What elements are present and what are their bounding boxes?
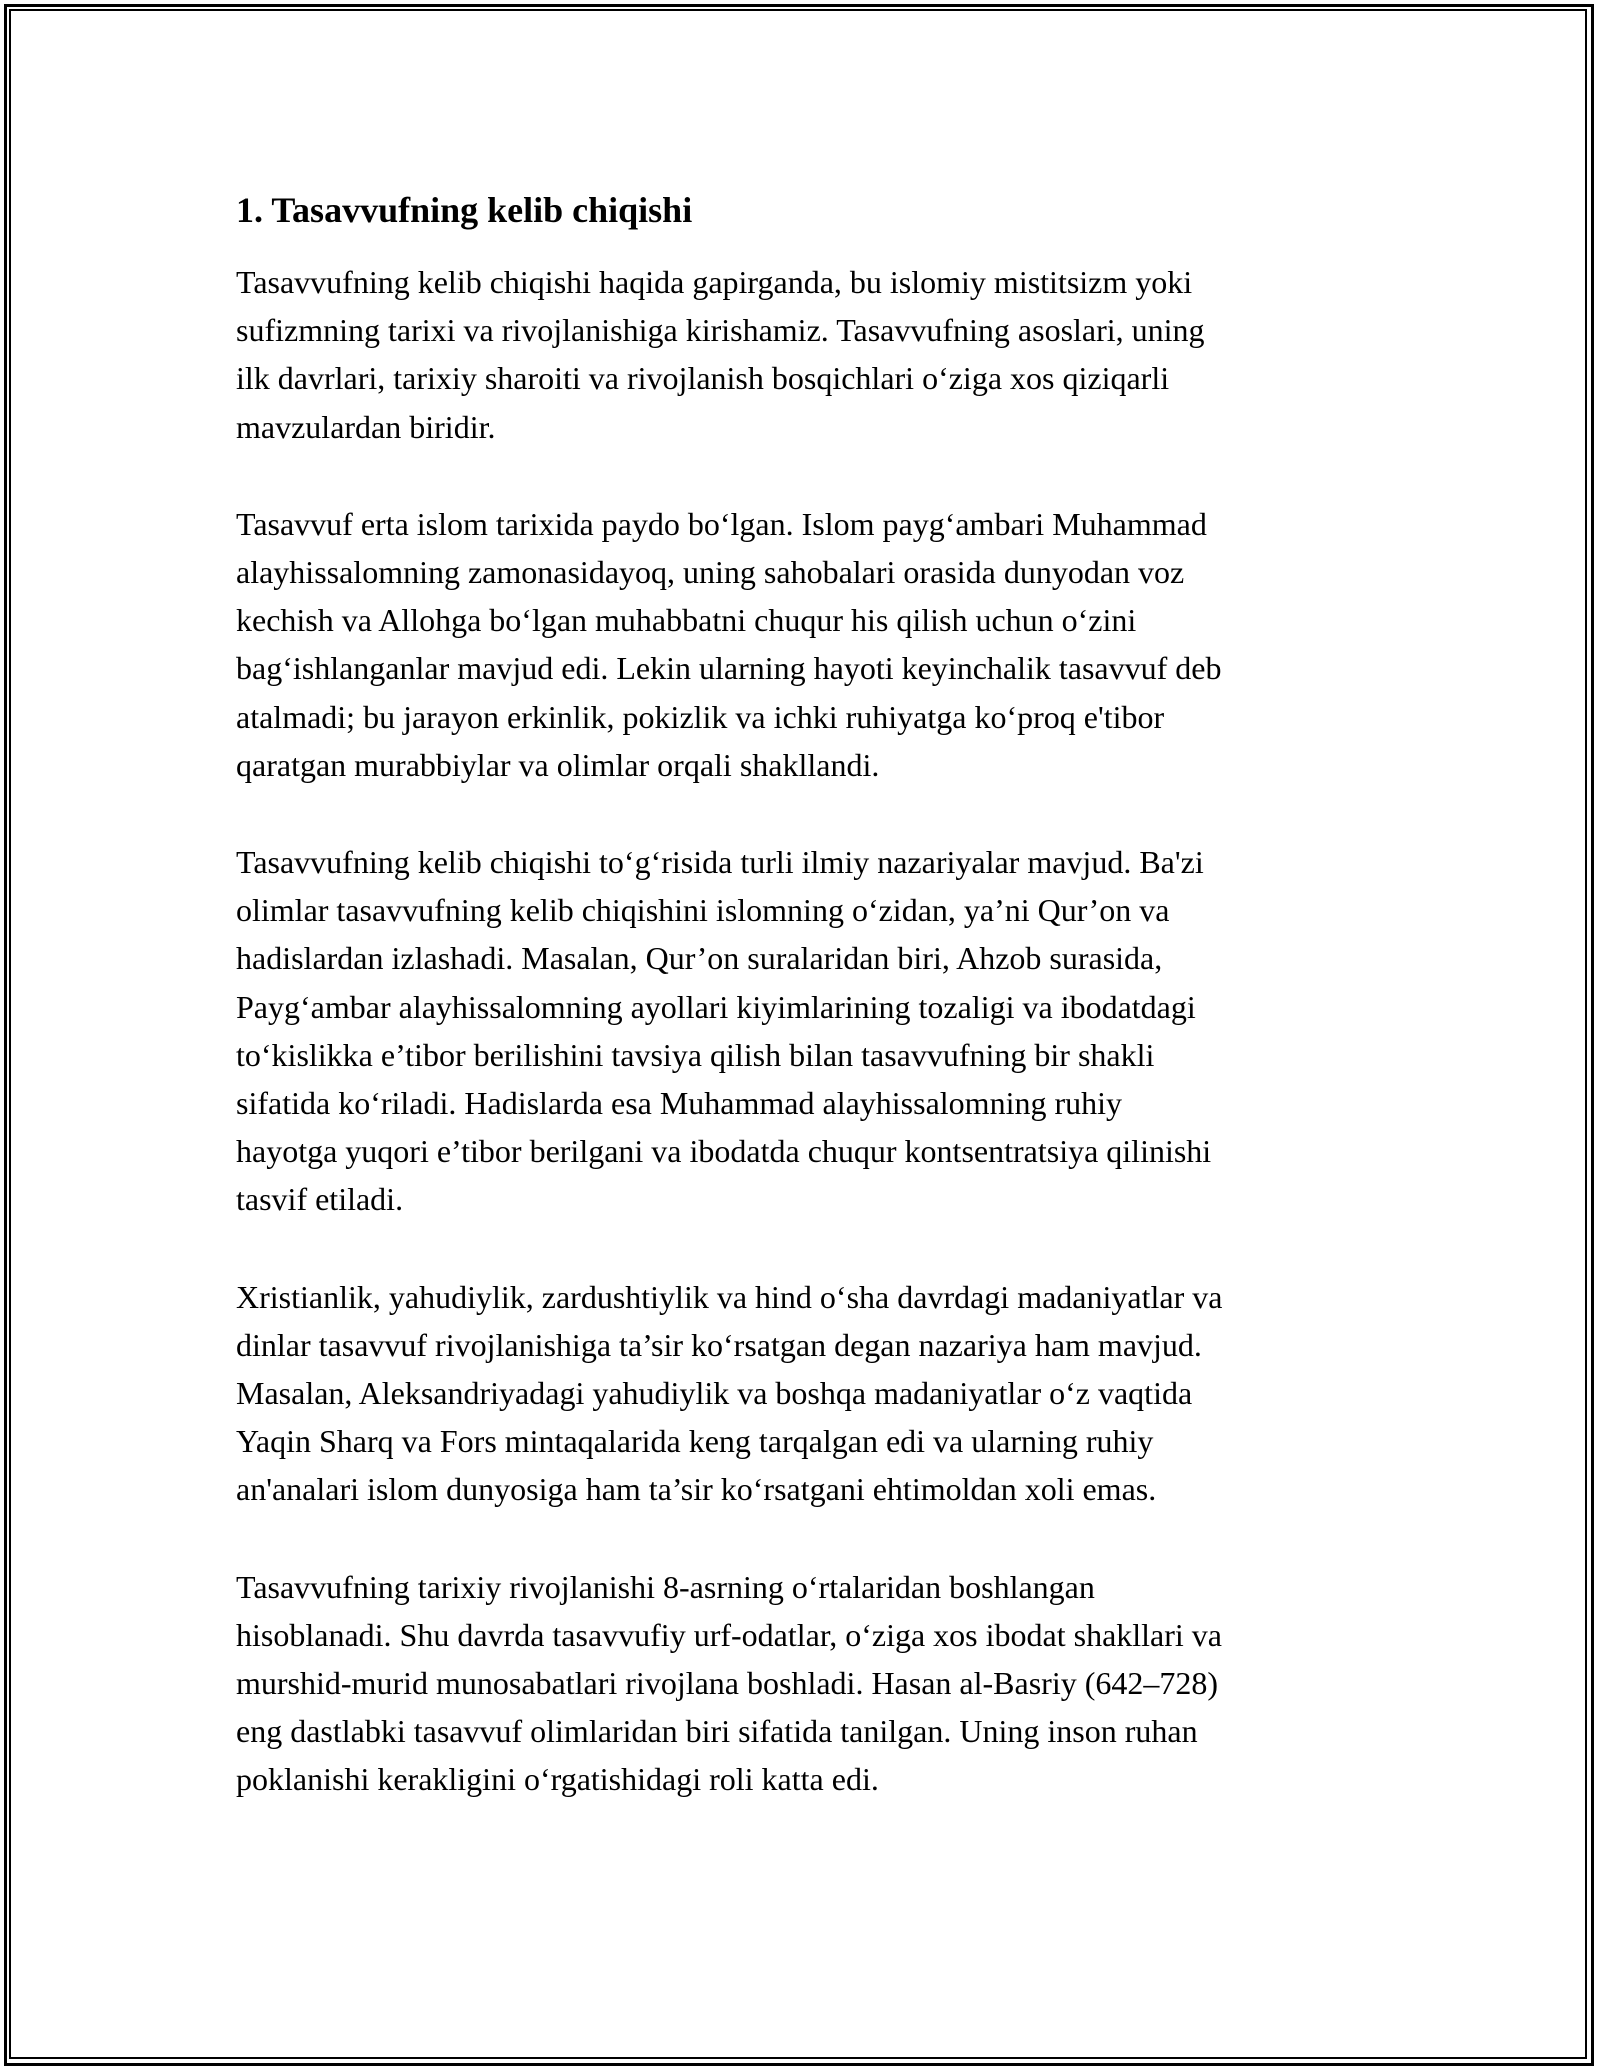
paragraph-3: Tasavvufning kelib chiqishi to‘g‘risida turli ilmiy nazariyalar mavjud. Ba'zi olimlar tasavvufning kelib chiqishini islomning o‘zidan, ya’ni Qur’on va hadislardan izlashadi. Masalan, Qur’on suralaridan biri, Ahzob surasida, Payg‘ambar alayhissalomning ayollari kiyimlarining tozaligi va ibodatdagi to‘kislikka e’tibor berilishini tavsiya qilish bilan tasavvufning bir shakli sifatida ko‘riladi. Hadislarda esa Muhammad alayhissalomning ruhiy hayotga yuqori e’tibor berilgani va ibodatda chuqur kontsentratsiya qilinishi tasvif etiladi. <box>236 844 1212 1218</box>
paragraph-2: Tasavvuf erta islom tarixida paydo bo‘lgan. Islom payg‘ambari Muhammad alayhissalomning zamonasidayoq, uning sahobalari orasida dunyodan voz kechish va Allohga bo‘lgan muhabbatni chuqur his qilish uchun o‘zini bag‘ishlanganlar mavjud edi. Lekin ularning hayoti keyinchalik tasavvuf deb atalmadi; bu jarayon erkinlik, pokizlik va ichki ruhiyatga ko‘proq e'tibor qaratgan murabbiylar va olimlar orqali shakllandi. <box>236 505 1222 783</box>
paragraph-4: Xristianlik, yahudiylik, zardushtiylik va hind o‘sha davrdagi madaniyatlar va dinlar tasavvuf rivojlanishiga ta’sir ko‘rsatgan degan nazariya ham mavjud. Masalan, Aleksandriyadagi yahudiylik va boshqa madaniyatlar o‘z vaqtida Yaqin Sharq va Fors mintaqalarida keng tarqalgan edi va ularning ruhiy an'analari islom dunyosiga ham ta’sir ko‘rsatgani ehtimoldan xoli emas. <box>236 1278 1223 1508</box>
paragraph-5: Tasavvufning tarixiy rivojlanishi 8-asrning o‘rtalaridan boshlangan hisoblanadi. Shu davrda tasavvufiy urf-odatlar, o‘ziga xos ibodat shakllari va murshid-murid munosabatlari rivojlana boshladi. Hasan al-Basriy (642–728) eng dastlabki tasavvuf olimlaridan biri sifatida tanilgan. Uning inson ruhan poklanishi kerakligini o‘rgatishidagi roli katta edi. <box>236 1568 1222 1798</box>
paragraph-1: Tasavvufning kelib chiqishi haqida gapirganda, bu islomiy mistitsizm yoki sufizmning tarixi va rivojlanishiga kirishamiz. Tasavvufning asoslari, uning ilk davrlari, tarixiy sharoiti va rivojlanish bosqichlari o‘ziga xos qiziqarli mavzulardan biridir. <box>236 264 1205 445</box>
document-body <box>236 186 1376 1853</box>
section-heading: 1. Tasavvufning kelib chiqishi <box>236 190 693 230</box>
